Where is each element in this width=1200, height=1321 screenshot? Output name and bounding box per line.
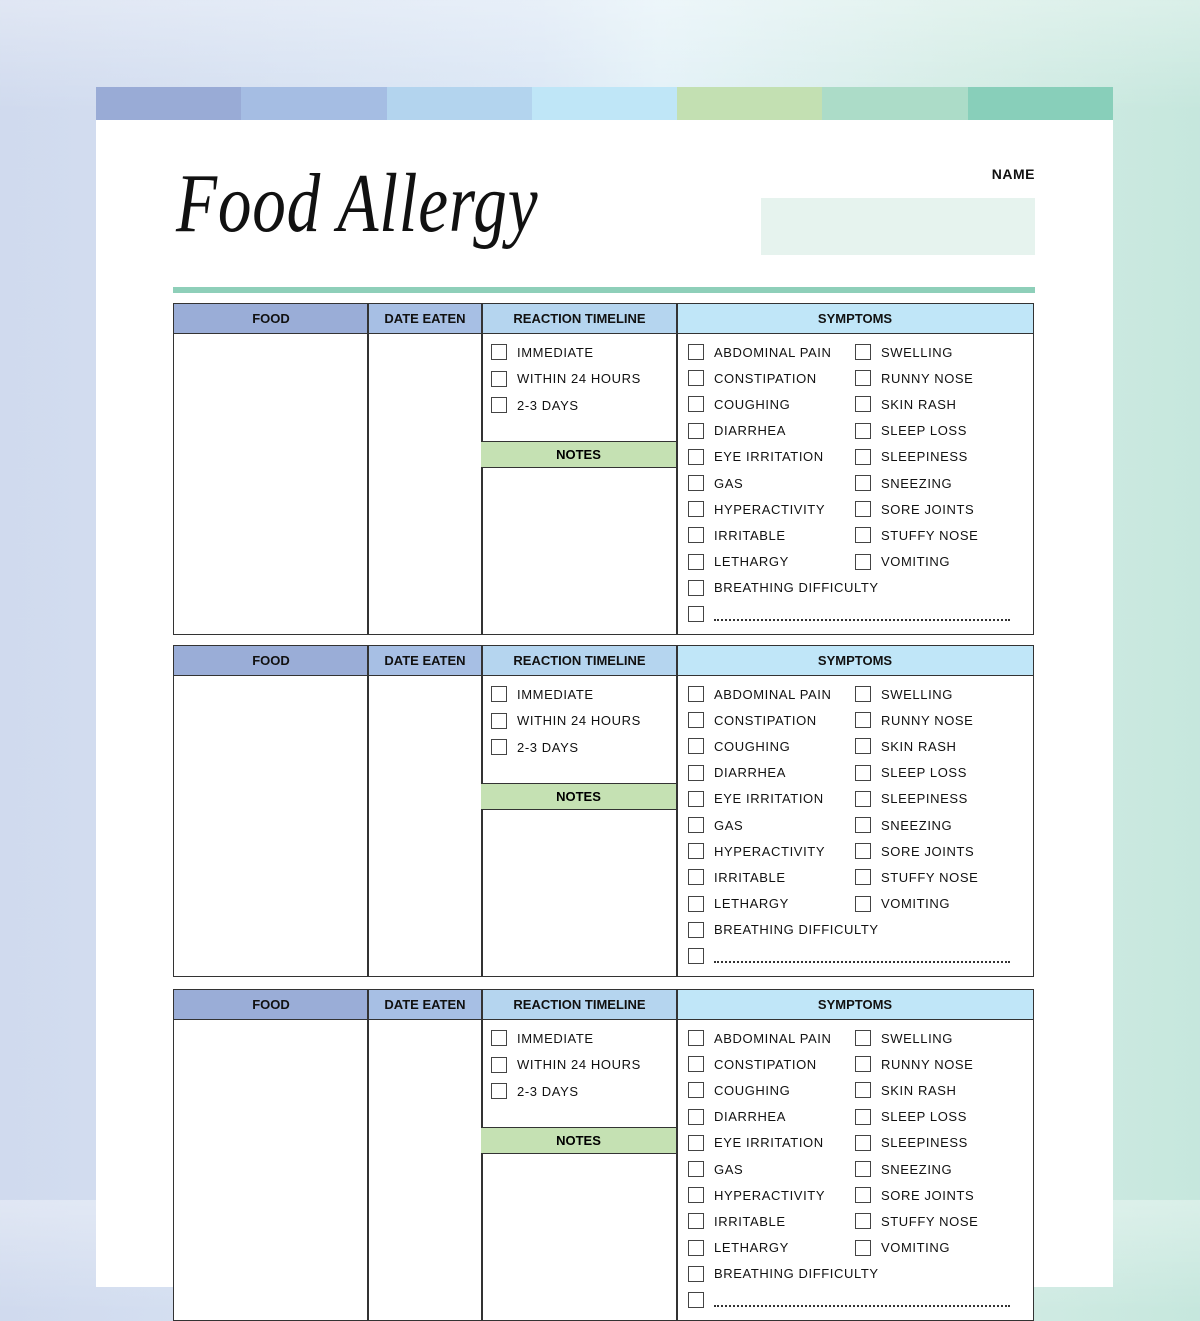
notes-header: NOTES	[481, 783, 676, 810]
checkbox[interactable]	[491, 1030, 507, 1046]
symptom-option[interactable]	[688, 712, 817, 728]
checkbox[interactable]	[855, 1240, 871, 1256]
option-label: SNEEZING	[881, 1161, 953, 1177]
checkbox[interactable]	[855, 791, 871, 807]
symptom-option[interactable]	[688, 580, 879, 596]
symptom-option[interactable]	[855, 738, 956, 754]
timeline-option[interactable]	[491, 713, 641, 729]
option-label: 2-3 DAYS	[517, 397, 579, 413]
timeline-option[interactable]	[491, 1057, 641, 1073]
option-label: RUNNY NOSE	[881, 1056, 974, 1072]
other-symptom-option[interactable]	[688, 948, 1010, 964]
timeline-option[interactable]	[491, 1083, 579, 1099]
checkbox[interactable]	[688, 1030, 704, 1046]
option-label: BREATHING DIFFICULTY	[714, 1266, 879, 1282]
option-label: SWELLING	[881, 686, 953, 702]
checkbox[interactable]	[688, 948, 704, 964]
option-label: STUFFY NOSE	[881, 1213, 979, 1229]
option-label: SLEEP LOSS	[881, 1109, 967, 1125]
symptom-option[interactable]	[688, 423, 786, 439]
option-label: EYE IRRITATION	[714, 791, 824, 807]
checkbox[interactable]	[855, 449, 871, 465]
header-symptoms: SYMPTOMS	[677, 304, 1033, 334]
option-label: VOMITING	[881, 554, 951, 570]
timeline-option[interactable]	[491, 686, 594, 702]
option-label: WITHIN 24 HOURS	[517, 1057, 641, 1072]
option-label: HYPERACTIVITY	[714, 843, 826, 859]
checkbox[interactable]	[855, 475, 871, 491]
option-label: SLEEP LOSS	[881, 423, 967, 439]
checkbox[interactable]	[855, 423, 871, 439]
checkbox[interactable]	[855, 712, 871, 728]
checkbox[interactable]	[491, 739, 507, 755]
checkbox[interactable]	[855, 869, 871, 885]
option-label: LETHARGY	[714, 1240, 789, 1256]
option-label: 2-3 DAYS	[517, 739, 579, 755]
option-label: WITHIN 24 HOURS	[517, 713, 641, 728]
checkbox[interactable]	[688, 1187, 704, 1203]
option-label: DIARRHEA	[714, 423, 786, 439]
option-label: SWELLING	[881, 344, 953, 360]
food-field[interactable]	[174, 1020, 367, 1320]
symptom-option[interactable]	[688, 791, 824, 807]
option-label: VOMITING	[881, 896, 951, 912]
color-bar	[96, 87, 1113, 120]
symptom-option[interactable]	[855, 686, 953, 702]
symptom-option[interactable]	[855, 527, 978, 543]
symptom-option[interactable]	[688, 922, 879, 938]
option-label: SORE JOINTS	[881, 1187, 975, 1203]
option-label: IMMEDIATE	[517, 1030, 594, 1046]
checkbox[interactable]	[688, 606, 704, 622]
option-label: SWELLING	[881, 1030, 953, 1046]
symptom-option[interactable]	[688, 869, 786, 885]
checkbox[interactable]	[491, 397, 507, 413]
symptom-option[interactable]	[855, 896, 950, 912]
checkbox[interactable]	[688, 370, 704, 386]
header-food: FOOD	[174, 990, 368, 1020]
symptom-option[interactable]	[855, 843, 974, 859]
symptom-option[interactable]	[688, 501, 825, 517]
header-timeline: REACTION TIMELINE	[482, 990, 677, 1020]
checkbox[interactable]	[491, 344, 507, 360]
checkbox[interactable]	[688, 765, 704, 781]
option-label: HYPERACTIVITY	[714, 501, 826, 517]
option-label: VOMITING	[881, 1240, 951, 1256]
checkbox[interactable]	[855, 896, 871, 912]
symptom-option[interactable]	[855, 712, 973, 728]
option-label: GAS	[714, 1161, 744, 1177]
checkbox[interactable]	[855, 1161, 871, 1177]
symptom-option[interactable]	[688, 843, 825, 859]
checkbox[interactable]	[855, 1056, 871, 1072]
option-label: ABDOMINAL PAIN	[714, 686, 832, 702]
food-field[interactable]	[174, 676, 367, 976]
column-divider	[676, 990, 678, 1320]
checkbox[interactable]	[855, 527, 871, 543]
checkbox[interactable]	[855, 1135, 871, 1151]
option-label: STUFFY NOSE	[881, 869, 979, 885]
page-title: Food Allergy	[176, 157, 539, 250]
checkbox[interactable]	[688, 1056, 704, 1072]
symptom-option[interactable]	[688, 896, 789, 912]
option-label: SLEEPINESS	[881, 449, 968, 465]
checkbox[interactable]	[688, 1161, 704, 1177]
symptom-option[interactable]	[688, 1135, 824, 1151]
checkbox[interactable]	[491, 1057, 507, 1073]
symptom-option[interactable]	[688, 1213, 786, 1229]
option-label: LETHARGY	[714, 554, 789, 570]
color-bar-segment	[532, 87, 677, 120]
color-bar-segment	[387, 87, 532, 120]
symptom-option[interactable]	[688, 449, 824, 465]
checkbox[interactable]	[688, 686, 704, 702]
symptom-option[interactable]	[855, 1082, 956, 1098]
checkbox[interactable]	[688, 527, 704, 543]
color-bar-segment	[96, 87, 241, 120]
symptom-option[interactable]	[688, 396, 790, 412]
symptom-option[interactable]	[688, 686, 831, 702]
other-symptom-option[interactable]	[688, 606, 1010, 622]
timeline-option[interactable]	[491, 371, 641, 387]
option-label: WITHIN 24 HOURS	[517, 371, 641, 386]
color-bar-segment	[968, 87, 1113, 120]
checkbox[interactable]	[491, 1083, 507, 1099]
symptom-option[interactable]	[688, 1082, 790, 1098]
option-label: SORE JOINTS	[881, 501, 975, 517]
symptom-option[interactable]	[688, 370, 817, 386]
symptom-option[interactable]	[688, 1240, 789, 1256]
timeline-option[interactable]	[491, 1030, 594, 1046]
symptom-option[interactable]	[855, 370, 973, 386]
option-label: IRRITABLE	[714, 869, 786, 885]
column-divider	[676, 304, 678, 634]
option-label: SLEEPINESS	[881, 791, 968, 807]
checkbox[interactable]	[688, 922, 704, 938]
entry-block	[173, 303, 1034, 635]
checkbox[interactable]	[855, 1109, 871, 1125]
checkbox[interactable]	[688, 580, 704, 596]
color-bar-segment	[241, 87, 386, 120]
symptom-option[interactable]	[855, 501, 974, 517]
checkbox[interactable]	[688, 869, 704, 885]
option-label: BREATHING DIFFICULTY	[714, 922, 879, 938]
name-label: NAME	[991, 166, 1035, 182]
header-timeline: REACTION TIMELINE	[482, 646, 677, 676]
checkbox[interactable]	[688, 791, 704, 807]
notes-field[interactable]	[483, 1154, 675, 1320]
symptom-option[interactable]	[688, 1030, 831, 1046]
checkbox[interactable]	[855, 1030, 871, 1046]
symptom-option[interactable]	[688, 527, 786, 543]
option-label: COUGHING	[714, 396, 791, 412]
checkbox[interactable]	[688, 449, 704, 465]
checkbox[interactable]	[688, 1109, 704, 1125]
checkbox[interactable]	[688, 344, 704, 360]
option-label: DIARRHEA	[714, 765, 786, 781]
symptom-option[interactable]	[688, 475, 743, 491]
symptom-option[interactable]	[855, 1056, 973, 1072]
timeline-option[interactable]	[491, 344, 594, 360]
checkbox[interactable]	[491, 713, 507, 729]
symptom-option[interactable]	[688, 738, 790, 754]
symptom-option[interactable]	[855, 449, 968, 465]
option-label: CONSTIPATION	[714, 370, 817, 386]
option-label: SNEEZING	[881, 817, 953, 833]
checkbox[interactable]	[688, 501, 704, 517]
symptom-option[interactable]	[855, 765, 967, 781]
food-field[interactable]	[174, 334, 367, 634]
symptom-option[interactable]	[688, 1187, 825, 1203]
symptom-option[interactable]	[688, 765, 786, 781]
option-label: SKIN RASH	[881, 738, 957, 754]
symptom-option[interactable]	[688, 1056, 817, 1072]
checkbox[interactable]	[688, 712, 704, 728]
option-label: RUNNY NOSE	[881, 712, 974, 728]
option-label: IMMEDIATE	[517, 344, 594, 360]
name-field[interactable]	[761, 198, 1035, 255]
option-label: SKIN RASH	[881, 396, 957, 412]
header-food: FOOD	[174, 646, 368, 676]
option-label: BREATHING DIFFICULTY	[714, 580, 879, 596]
checkbox[interactable]	[688, 738, 704, 754]
header-food: FOOD	[174, 304, 368, 334]
symptom-option[interactable]	[855, 1109, 967, 1125]
symptom-option[interactable]	[688, 817, 743, 833]
checkbox[interactable]	[688, 554, 704, 570]
option-label: CONSTIPATION	[714, 712, 817, 728]
checkbox[interactable]	[855, 1082, 871, 1098]
symptom-option[interactable]	[855, 423, 967, 439]
checkbox[interactable]	[688, 843, 704, 859]
checkbox[interactable]	[688, 423, 704, 439]
date-field[interactable]	[369, 334, 481, 634]
checkbox[interactable]	[855, 843, 871, 859]
symptom-option[interactable]	[688, 1161, 743, 1177]
option-label: SKIN RASH	[881, 1082, 957, 1098]
other-symptom-input[interactable]	[714, 1293, 1010, 1307]
checkbox[interactable]	[855, 554, 871, 570]
column-divider	[676, 646, 678, 976]
option-label: SLEEPINESS	[881, 1135, 968, 1151]
checkbox[interactable]	[855, 738, 871, 754]
symptom-option[interactable]	[855, 1187, 974, 1203]
timeline-option[interactable]	[491, 397, 579, 413]
option-label: 2-3 DAYS	[517, 1083, 579, 1099]
symptom-option[interactable]	[855, 1161, 952, 1177]
option-label: GAS	[714, 817, 744, 833]
option-label: GAS	[714, 475, 744, 491]
date-field[interactable]	[369, 1020, 481, 1320]
notes-header: NOTES	[481, 1127, 676, 1154]
date-field[interactable]	[369, 676, 481, 976]
notes-field[interactable]	[483, 810, 675, 976]
other-symptom-option[interactable]	[688, 1292, 1010, 1308]
option-label: COUGHING	[714, 1082, 791, 1098]
checkbox[interactable]	[855, 370, 871, 386]
divider	[173, 287, 1035, 293]
checkbox[interactable]	[688, 1213, 704, 1229]
checkbox[interactable]	[688, 1135, 704, 1151]
color-bar-segment	[822, 87, 967, 120]
option-label: ABDOMINAL PAIN	[714, 344, 832, 360]
symptom-option[interactable]	[855, 396, 956, 412]
symptom-option[interactable]	[688, 344, 831, 360]
checkbox[interactable]	[855, 1187, 871, 1203]
checkbox[interactable]	[491, 686, 507, 702]
checkbox[interactable]	[491, 371, 507, 387]
checkbox[interactable]	[855, 817, 871, 833]
entry-block	[173, 645, 1034, 977]
checkbox[interactable]	[855, 686, 871, 702]
checkbox[interactable]	[855, 501, 871, 517]
symptom-option[interactable]	[855, 791, 968, 807]
checkbox[interactable]	[855, 1213, 871, 1229]
option-label: SLEEP LOSS	[881, 765, 967, 781]
notes-field[interactable]	[483, 468, 675, 634]
other-symptom-input[interactable]	[714, 607, 1010, 621]
option-label: RUNNY NOSE	[881, 370, 974, 386]
option-label: SNEEZING	[881, 475, 953, 491]
checkbox[interactable]	[688, 396, 704, 412]
checkbox[interactable]	[688, 1082, 704, 1098]
option-label: HYPERACTIVITY	[714, 1187, 826, 1203]
header-date: DATE EATEN	[368, 990, 482, 1020]
symptom-option[interactable]	[855, 1213, 978, 1229]
header-date: DATE EATEN	[368, 646, 482, 676]
option-label: IMMEDIATE	[517, 686, 594, 702]
symptom-option[interactable]	[855, 344, 953, 360]
option-label: DIARRHEA	[714, 1109, 786, 1125]
option-label: EYE IRRITATION	[714, 1135, 824, 1151]
header-symptoms: SYMPTOMS	[677, 646, 1033, 676]
checkbox[interactable]	[855, 344, 871, 360]
checkbox[interactable]	[688, 1292, 704, 1308]
checkbox[interactable]	[688, 896, 704, 912]
option-label: STUFFY NOSE	[881, 527, 979, 543]
symptom-option[interactable]	[855, 1030, 953, 1046]
checkbox[interactable]	[855, 396, 871, 412]
header-date: DATE EATEN	[368, 304, 482, 334]
option-label: COUGHING	[714, 738, 791, 754]
checkbox[interactable]	[688, 1266, 704, 1282]
checkbox[interactable]	[855, 765, 871, 781]
option-label: ABDOMINAL PAIN	[714, 1030, 832, 1046]
option-label: EYE IRRITATION	[714, 449, 824, 465]
entry-block	[173, 989, 1034, 1321]
symptom-option[interactable]	[855, 475, 952, 491]
symptom-option[interactable]	[855, 869, 978, 885]
symptom-option[interactable]	[855, 1135, 968, 1151]
timeline-option[interactable]	[491, 739, 579, 755]
option-label: SORE JOINTS	[881, 843, 975, 859]
other-symptom-input[interactable]	[714, 949, 1010, 963]
header-timeline: REACTION TIMELINE	[482, 304, 677, 334]
symptom-option[interactable]	[688, 1109, 786, 1125]
option-label: IRRITABLE	[714, 527, 786, 543]
checkbox[interactable]	[688, 475, 704, 491]
color-bar-segment	[677, 87, 822, 120]
header-symptoms: SYMPTOMS	[677, 990, 1033, 1020]
symptom-option[interactable]	[855, 554, 950, 570]
option-label: IRRITABLE	[714, 1213, 786, 1229]
notes-header: NOTES	[481, 441, 676, 468]
symptom-option[interactable]	[688, 554, 789, 570]
symptom-option[interactable]	[855, 817, 952, 833]
option-label: LETHARGY	[714, 896, 789, 912]
checkbox[interactable]	[688, 817, 704, 833]
symptom-option[interactable]	[688, 1266, 879, 1282]
option-label: CONSTIPATION	[714, 1056, 817, 1072]
checkbox[interactable]	[688, 1240, 704, 1256]
symptom-option[interactable]	[855, 1240, 950, 1256]
